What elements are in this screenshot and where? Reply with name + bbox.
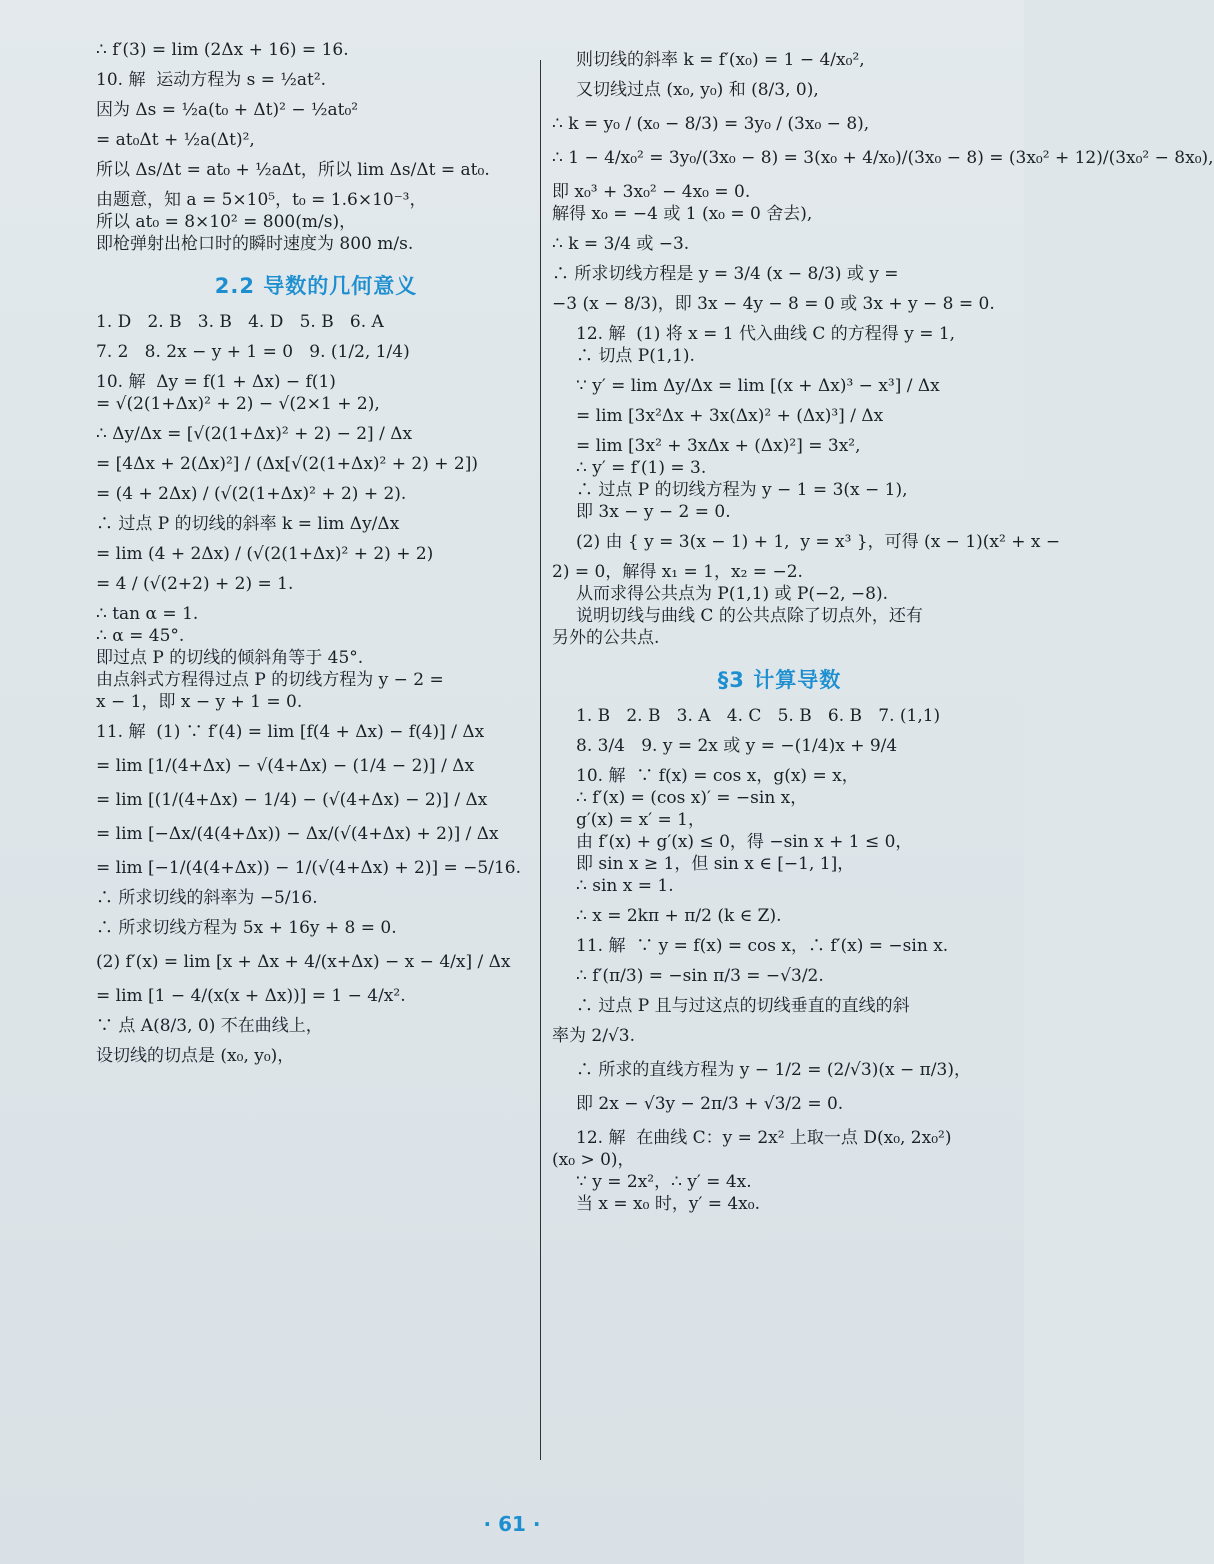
text-line: = lim [3x²Δx + 3x(Δx)² + (Δx)³] / Δx <box>576 406 884 426</box>
text-line: ∴ k = 3/4 或 −3. <box>552 234 690 254</box>
text-line: ∵ y = 2x²，∴ y′ = 4x. <box>576 1172 752 1192</box>
text-line: = √(2(1+Δx)² + 2) − √(2×1 + 2), <box>96 394 380 414</box>
text-line: (2) 由 { y = 3(x − 1) + 1, y = x³ }，可得 (x − 1)(x² + x − <box>576 532 1061 552</box>
text-line: = 4 / (√(2+2) + 2) = 1. <box>96 574 294 594</box>
text-line: ∴ f′(3) = lim (2Δx + 16) = 16. <box>96 40 349 60</box>
text-line: = lim [3x² + 3xΔx + (Δx)²] = 3x², <box>576 436 861 456</box>
text-line: 即 3x − y − 2 = 0. <box>576 502 731 522</box>
text-line: 10. 解 Δy = f(1 + Δx) − f(1) <box>96 372 336 392</box>
column-divider <box>540 60 541 1460</box>
left-column <box>96 40 536 1068</box>
text-line: ∴ 过点 P 且与过这点的切线垂直的直线的斜 <box>576 996 910 1016</box>
text-line: 从而求得公共点为 P(1,1) 或 P(−2, −8). <box>576 584 888 604</box>
text-line: ∴ k = y₀ / (x₀ − 8/3) = 3y₀ / (3x₀ − 8), <box>552 114 870 134</box>
text-line: 另外的公共点. <box>552 628 660 648</box>
text-line: ∴ 所求切线方程是 y = 3/4 (x − 8/3) 或 y = <box>552 264 899 284</box>
text-line: ∴ sin x = 1. <box>576 876 674 896</box>
text-line: ∴ tan α = 1. <box>96 604 199 624</box>
text-line: 即 2x − √3y − 2π/3 + √3/2 = 0. <box>576 1094 844 1114</box>
text-line: 由题意，知 a = 5×10⁵，t₀ = 1.6×10⁻³， <box>96 190 427 210</box>
text-line: ∴ y′ = f′(1) = 3. <box>576 458 707 478</box>
text-line: 10. 解 运动方程为 s = ½at². <box>96 70 327 90</box>
text-line: ∴ 切点 P(1,1). <box>576 346 695 366</box>
text-line: ∴ 所求的直线方程为 y − 1/2 = (2/√3)(x − π/3)， <box>576 1060 971 1080</box>
section-heading: 2.2 导数的几何意义 <box>214 274 418 298</box>
text-line: 率为 2/√3. <box>552 1026 635 1046</box>
text-line: 即 x₀³ + 3x₀² − 4x₀ = 0. <box>552 182 751 202</box>
text-line: ∴ 1 − 4/x₀² = 3y₀/(3x₀ − 8) = 3(x₀ + 4/x₀)/(3x₀ − 8) = (3x₀² + 12)/(3x₀² − 8x₀), <box>552 148 1214 168</box>
text-line: 所以 at₀ = 8×10² = 800(m/s)， <box>96 212 357 232</box>
text-line: ∵ 点 A(8/3, 0) 不在曲线上， <box>96 1016 323 1036</box>
text-line: = at₀Δt + ½a(Δt)², <box>96 130 255 150</box>
text-line: 8. 3/4 9. y = 2x 或 y = −(1/4)x + 9/4 <box>576 736 898 756</box>
right-column <box>552 40 1214 1216</box>
text-line: 设切线的切点是 (x₀, y₀)， <box>96 1046 295 1066</box>
text-line: 即枪弹射出枪口时的瞬时速度为 800 m/s. <box>96 234 414 254</box>
text-line: 12. 解 在曲线 C：y = 2x² 上取一点 D(x₀, 2x₀²) <box>576 1128 952 1148</box>
text-line: = lim [(1/(4+Δx) − 1/4) − (√(4+Δx) − 2)] / Δx <box>96 790 488 810</box>
text-line: ∴ Δy/Δx = [√(2(1+Δx)² + 2) − 2] / Δx <box>96 424 413 444</box>
text-line: ∴ 过点 P 的切线的斜率 k = lim Δy/Δx <box>96 514 400 534</box>
text-line: ∴ x = 2kπ + π/2 (k ∈ Z). <box>576 906 782 926</box>
text-line: 即 sin x ≥ 1，但 sin x ∈ [−1, 1]， <box>576 854 855 874</box>
text-line: −3 (x − 8/3)，即 3x − 4y − 8 = 0 或 3x + y − 8 = 0. <box>552 294 995 314</box>
section-heading: §3 计算导数 <box>717 668 842 692</box>
text-line: ∴ α = 45°. <box>96 626 185 646</box>
text-line: 又切线过点 (x₀, y₀) 和 (8/3, 0), <box>576 80 819 100</box>
text-line: 所以 Δs/Δt = at₀ + ½aΔt，所以 lim Δs/Δt = at₀. <box>96 160 490 180</box>
text-line: 当 x = x₀ 时，y′ = 4x₀. <box>576 1194 760 1214</box>
text-line: = lim [1 − 4/(x(x + Δx))] = 1 − 4/x². <box>96 986 406 1006</box>
text-line: = (4 + 2Δx) / (√(2(1+Δx)² + 2) + 2). <box>96 484 407 504</box>
text-line: 解得 x₀ = −4 或 1 (x₀ = 0 舍去), <box>552 204 813 224</box>
text-line: 则切线的斜率 k = f′(x₀) = 1 − 4/x₀², <box>576 50 865 70</box>
text-line: 12. 解 (1) 将 x = 1 代入曲线 C 的方程得 y = 1, <box>576 324 956 344</box>
text-line: 10. 解 ∵ f(x) = cos x，g(x) = x， <box>576 766 859 786</box>
text-line: 7. 2 8. 2x − y + 1 = 0 9. (1/2, 1/4) <box>96 342 410 362</box>
text-line: 2) = 0，解得 x₁ = 1，x₂ = −2. <box>552 562 803 582</box>
text-line: ∴ 所求切线的斜率为 −5/16. <box>96 888 318 908</box>
text-line: 即过点 P 的切线的倾斜角等于 45°. <box>96 648 364 668</box>
text-line: (2) f′(x) = lim [x + Δx + 4/(x+Δx) − x − 4/x] / Δx <box>96 952 511 972</box>
text-line: 1. D 2. B 3. B 4. D 5. B 6. A <box>96 312 384 332</box>
text-line: (x₀ > 0)， <box>552 1150 635 1170</box>
text-line: = [4Δx + 2(Δx)²] / (Δx[√(2(1+Δx)² + 2) + 2]) <box>96 454 478 474</box>
text-line: ∴ f′(x) = (cos x)′ = −sin x， <box>576 788 808 808</box>
text-line: 由 f′(x) + g′(x) ≤ 0，得 −sin x + 1 ≤ 0， <box>576 832 913 852</box>
text-line: 说明切线与曲线 C 的公共点除了切点外，还有 <box>576 606 923 626</box>
text-line: ∴ f′(π/3) = −sin π/3 = −√3/2. <box>576 966 824 986</box>
text-line: g′(x) = x′ = 1， <box>576 810 705 830</box>
text-line: 1. B 2. B 3. A 4. C 5. B 6. B 7. (1,1) <box>576 706 941 726</box>
text-line: 因为 Δs = ½a(t₀ + Δt)² − ½at₀² <box>96 100 359 120</box>
text-line: = lim [−Δx/(4(4+Δx)) − Δx/(√(4+Δx) + 2)] / Δx <box>96 824 499 844</box>
text-line: 11. 解 ∵ y = f(x) = cos x，∴ f′(x) = −sin x. <box>576 936 949 956</box>
text-line: = lim [−1/(4(4+Δx)) − 1/(√(4+Δx) + 2)] = −5/16. <box>96 858 521 878</box>
text-line: x − 1，即 x − y + 1 = 0. <box>96 692 303 712</box>
text-line: = lim (4 + 2Δx) / (√(2(1+Δx)² + 2) + 2) <box>96 544 434 564</box>
page-number: · 61 · <box>483 1512 541 1536</box>
text-line: 由点斜式方程得过点 P 的切线方程为 y − 2 = <box>96 670 444 690</box>
text-line: ∵ y′ = lim Δy/Δx = lim [(x + Δx)³ − x³] / Δx <box>576 376 940 396</box>
text-line: 11. 解 (1) ∵ f′(4) = lim [f(4 + Δx) − f(4)] / Δx <box>96 722 485 742</box>
text-line: = lim [1/(4+Δx) − √(4+Δx) − (1/4 − 2)] / Δx <box>96 756 475 776</box>
text-line: ∴ 过点 P 的切线方程为 y − 1 = 3(x − 1), <box>576 480 908 500</box>
text-line: ∴ 所求切线方程为 5x + 16y + 8 = 0. <box>96 918 397 938</box>
